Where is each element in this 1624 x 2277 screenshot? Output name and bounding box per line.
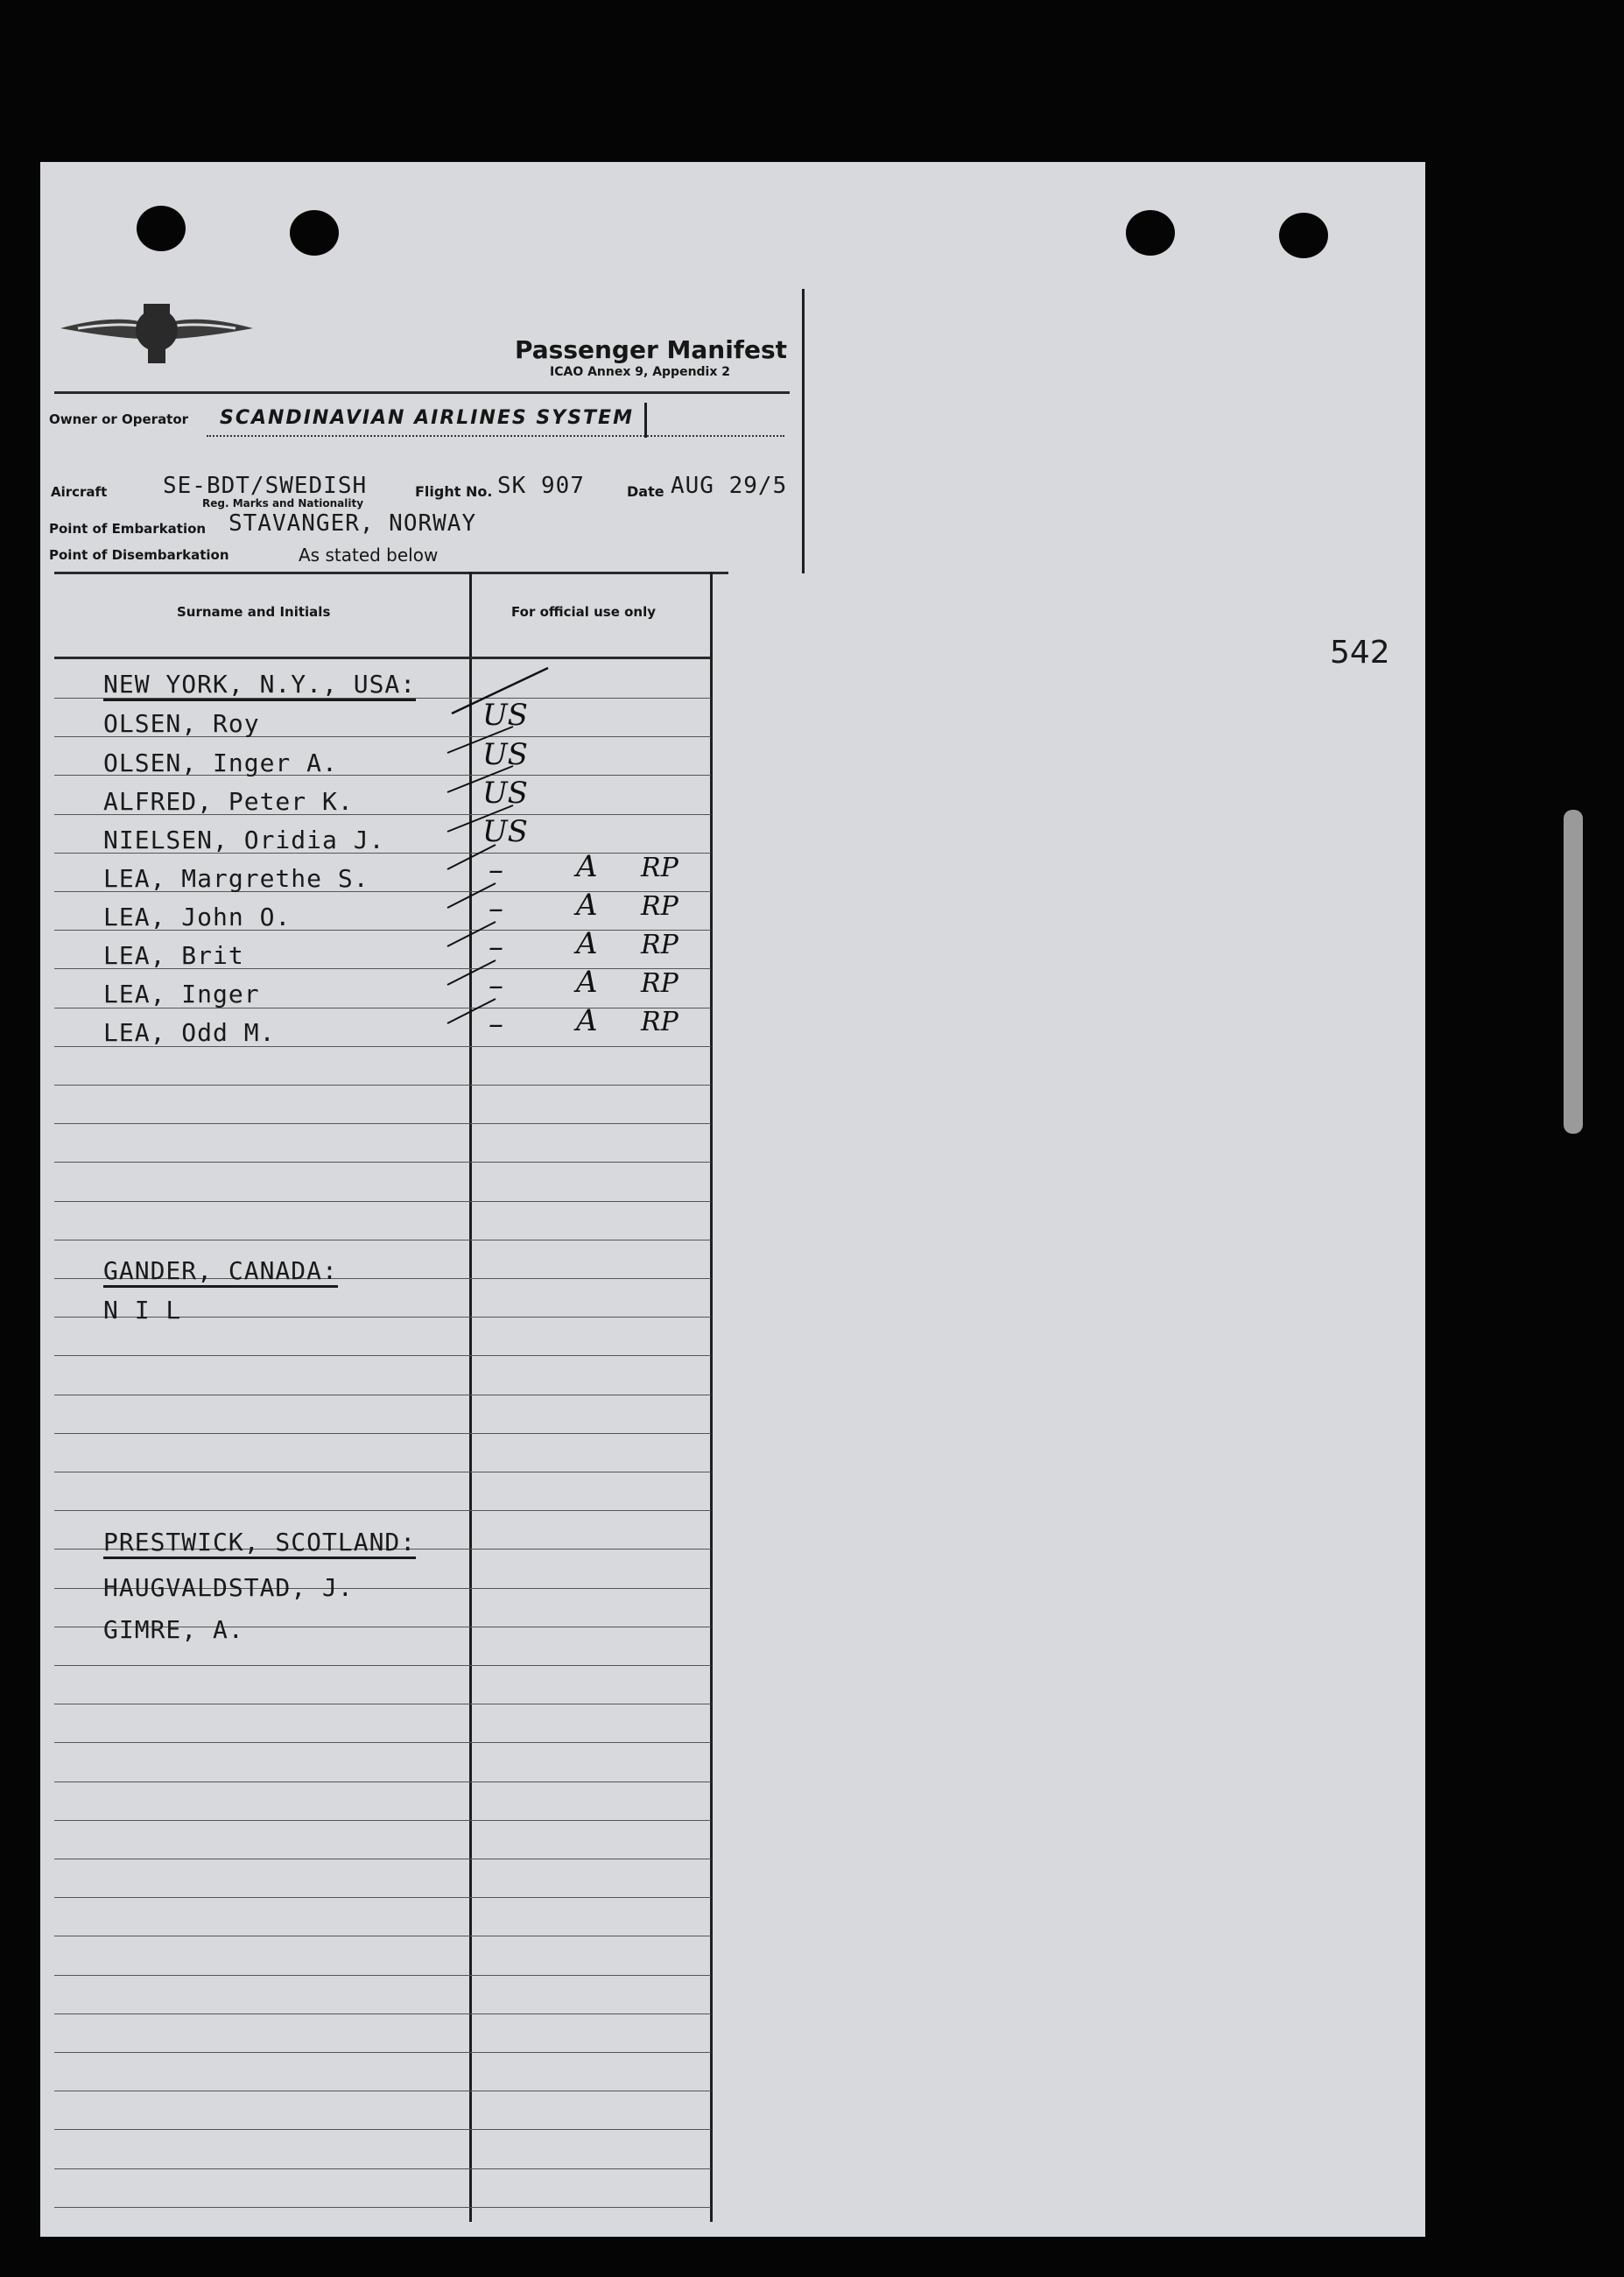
ruled-line — [54, 1201, 711, 1202]
binder-strip — [1564, 810, 1583, 1134]
section-heading: NEW YORK, N.Y., USA: — [103, 670, 416, 701]
passenger-name: LEA, Odd M. — [103, 1018, 276, 1047]
official-mark: US — [482, 737, 528, 772]
disembark-value: As stated below — [299, 545, 439, 566]
passenger-name: ALFRED, Peter K. — [103, 787, 354, 816]
official-code: A — [576, 965, 598, 1000]
official-note: RP — [641, 853, 678, 883]
punch-hole — [137, 206, 186, 251]
ruled-line — [54, 1975, 711, 1976]
passenger-name: HAUGVALDSTAD, J. — [103, 1573, 354, 1602]
official-note: RP — [641, 1007, 678, 1037]
official-mark: US — [482, 698, 528, 733]
ruled-line — [54, 2129, 711, 2130]
col-official-header: For official use only — [511, 604, 657, 620]
passenger-name: NIELSEN, Oridia J. — [103, 826, 385, 854]
disembark-label: Point of Disembarkation — [49, 547, 229, 563]
passenger-name: LEA, Brit — [103, 941, 244, 970]
ruled-line — [54, 1510, 711, 1511]
ruled-line — [54, 2013, 711, 2014]
ruled-line — [54, 1897, 711, 1898]
form-subtitle: ICAO Annex 9, Appendix 2 — [550, 365, 731, 379]
ruled-line — [54, 2207, 711, 2208]
date-value: AUG 29/5 — [671, 473, 788, 499]
official-mark: – — [489, 853, 503, 888]
official-code: A — [576, 849, 598, 884]
passenger-name: LEA, Inger — [103, 980, 260, 1008]
official-mark: – — [489, 1007, 503, 1042]
punch-hole — [1126, 210, 1175, 256]
ruled-line — [54, 2168, 711, 2169]
official-code: A — [576, 1003, 598, 1038]
flight-label: Flight No. — [415, 483, 493, 500]
header-box-right — [802, 289, 805, 573]
punch-hole — [290, 210, 339, 256]
manifest-page — [40, 162, 1425, 2237]
ruled-line — [54, 1085, 711, 1086]
page-number: 542 — [1330, 635, 1390, 671]
reg-note: Reg. Marks and Nationality — [202, 497, 364, 510]
official-note: RP — [641, 968, 678, 999]
embark-value: STAVANGER, NORWAY — [228, 510, 477, 537]
col-surname-header: Surname and Initials — [177, 604, 331, 620]
date-label: Date — [627, 483, 664, 500]
official-mark: US — [482, 776, 528, 811]
passenger-name: OLSEN, Inger A. — [103, 748, 338, 777]
flight-value: SK 907 — [497, 473, 585, 499]
table-header-rule — [54, 657, 711, 659]
checkmark-strokes — [443, 661, 601, 1055]
header-rule — [54, 391, 790, 394]
official-note: RP — [641, 891, 678, 922]
punch-hole — [1279, 213, 1328, 258]
ruled-line — [54, 1355, 711, 1356]
passenger-name: N I L — [103, 1296, 182, 1325]
section-heading: PRESTWICK, SCOTLAND: — [103, 1528, 416, 1559]
passenger-name: OLSEN, Roy — [103, 709, 260, 738]
official-code: A — [576, 926, 598, 961]
ruled-line — [54, 2052, 711, 2053]
table-top-rule — [54, 572, 728, 574]
ruled-line — [54, 1433, 711, 1434]
owner-line — [207, 435, 784, 437]
form-title: Passenger Manifest — [515, 335, 788, 364]
airline-logo-icon — [56, 293, 257, 372]
official-note: RP — [641, 930, 678, 960]
ruled-line — [54, 1820, 711, 1821]
official-code: A — [576, 888, 598, 923]
aircraft-value: SE-BDT/SWEDISH — [163, 473, 368, 499]
aircraft-label: Aircraft — [51, 484, 108, 500]
official-mark: – — [489, 968, 503, 1003]
official-mark: – — [489, 891, 503, 926]
owner-label: Owner or Operator — [49, 411, 189, 427]
passenger-name: LEA, Margrethe S. — [103, 864, 369, 893]
official-mark: – — [489, 930, 503, 965]
passenger-name: GIMRE, A. — [103, 1615, 244, 1644]
owner-value: SCANDINAVIAN AIRLINES SYSTEM — [220, 407, 634, 429]
official-mark: US — [482, 814, 528, 849]
ruled-line — [54, 1162, 711, 1163]
section-heading: GANDER, CANADA: — [103, 1256, 338, 1288]
passenger-name: LEA, John O. — [103, 903, 292, 931]
ruled-line — [54, 1123, 711, 1124]
embark-label: Point of Embarkation — [49, 521, 207, 537]
owner-tick — [644, 403, 647, 438]
ruled-line — [54, 1742, 711, 1743]
ruled-line — [54, 1665, 711, 1666]
